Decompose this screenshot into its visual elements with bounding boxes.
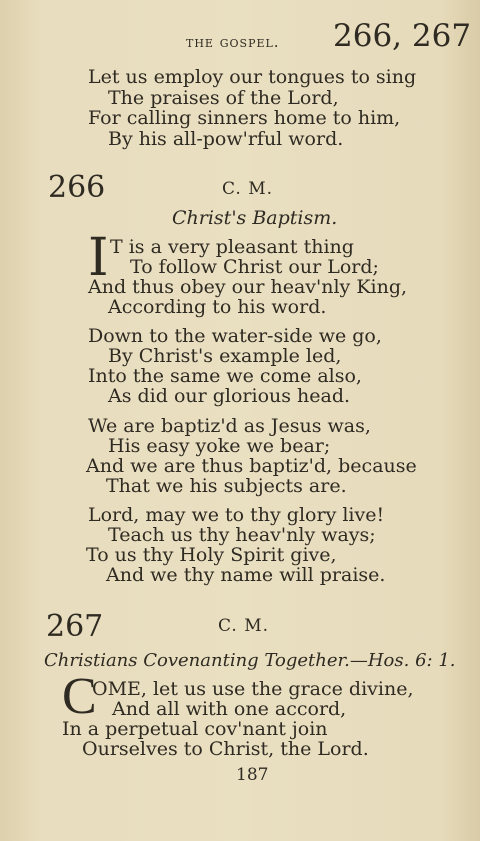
running-title: the gospel. xyxy=(186,33,280,51)
verse-line: To us thy Holy Spirit give, xyxy=(86,544,337,566)
verse-line: In a perpetual cov'nant join xyxy=(62,718,328,740)
folio-number: 187 xyxy=(236,765,269,785)
hymn-number: 266 xyxy=(48,170,106,205)
verse-line: According to his word. xyxy=(108,296,327,318)
verse-line: And thus obey our heav'nly King, xyxy=(88,276,408,298)
verse-line: Let us employ our tongues to sing xyxy=(88,66,417,88)
drop-cap: C xyxy=(62,668,97,725)
verse-line: OME, let us use the grace divine, xyxy=(92,678,414,700)
verse-line: To follow Christ our Lord; xyxy=(130,256,379,278)
verse-line: We are baptiz'd as Jesus was, xyxy=(88,415,371,437)
verse-line: His easy yoke we bear; xyxy=(108,435,331,457)
hymn-meter: C. M. xyxy=(222,179,274,199)
hymn-number: 267 xyxy=(46,609,104,644)
verse-line: T is a very pleasant thing xyxy=(110,236,354,258)
verse-line: For calling sinners home to him, xyxy=(88,107,401,129)
verse-line: And we are thus baptiz'd, because xyxy=(86,455,417,477)
verse-line: The praises of the Lord, xyxy=(108,87,339,109)
verse-line: Lord, may we to thy glory live! xyxy=(88,504,385,526)
drop-cap: I xyxy=(88,228,109,288)
verse-line: Down to the water-side we go, xyxy=(88,325,382,347)
hymn-title: Christ's Baptism. xyxy=(172,207,338,229)
verse-line: And we thy name will praise. xyxy=(106,564,386,586)
hymn-title: Christians Covenanting Together.—Hos. 6: 1. xyxy=(44,650,456,671)
hymn-meter: C. M. xyxy=(218,616,270,636)
verse-line: And all with one accord, xyxy=(112,698,347,720)
verse-line: That we his subjects are. xyxy=(106,475,347,497)
verse-line: Ourselves to Christ, the Lord. xyxy=(82,738,369,760)
verse-line: Teach us thy heav'nly ways; xyxy=(108,524,376,546)
verse-line: By Christ's example led, xyxy=(108,345,342,367)
verse-line: Into the same we come also, xyxy=(88,365,362,387)
verse-line: As did our glorious head. xyxy=(108,385,351,407)
page-numbers: 266, 267 xyxy=(333,18,472,54)
verse-line: By his all-pow'rful word. xyxy=(108,128,344,150)
